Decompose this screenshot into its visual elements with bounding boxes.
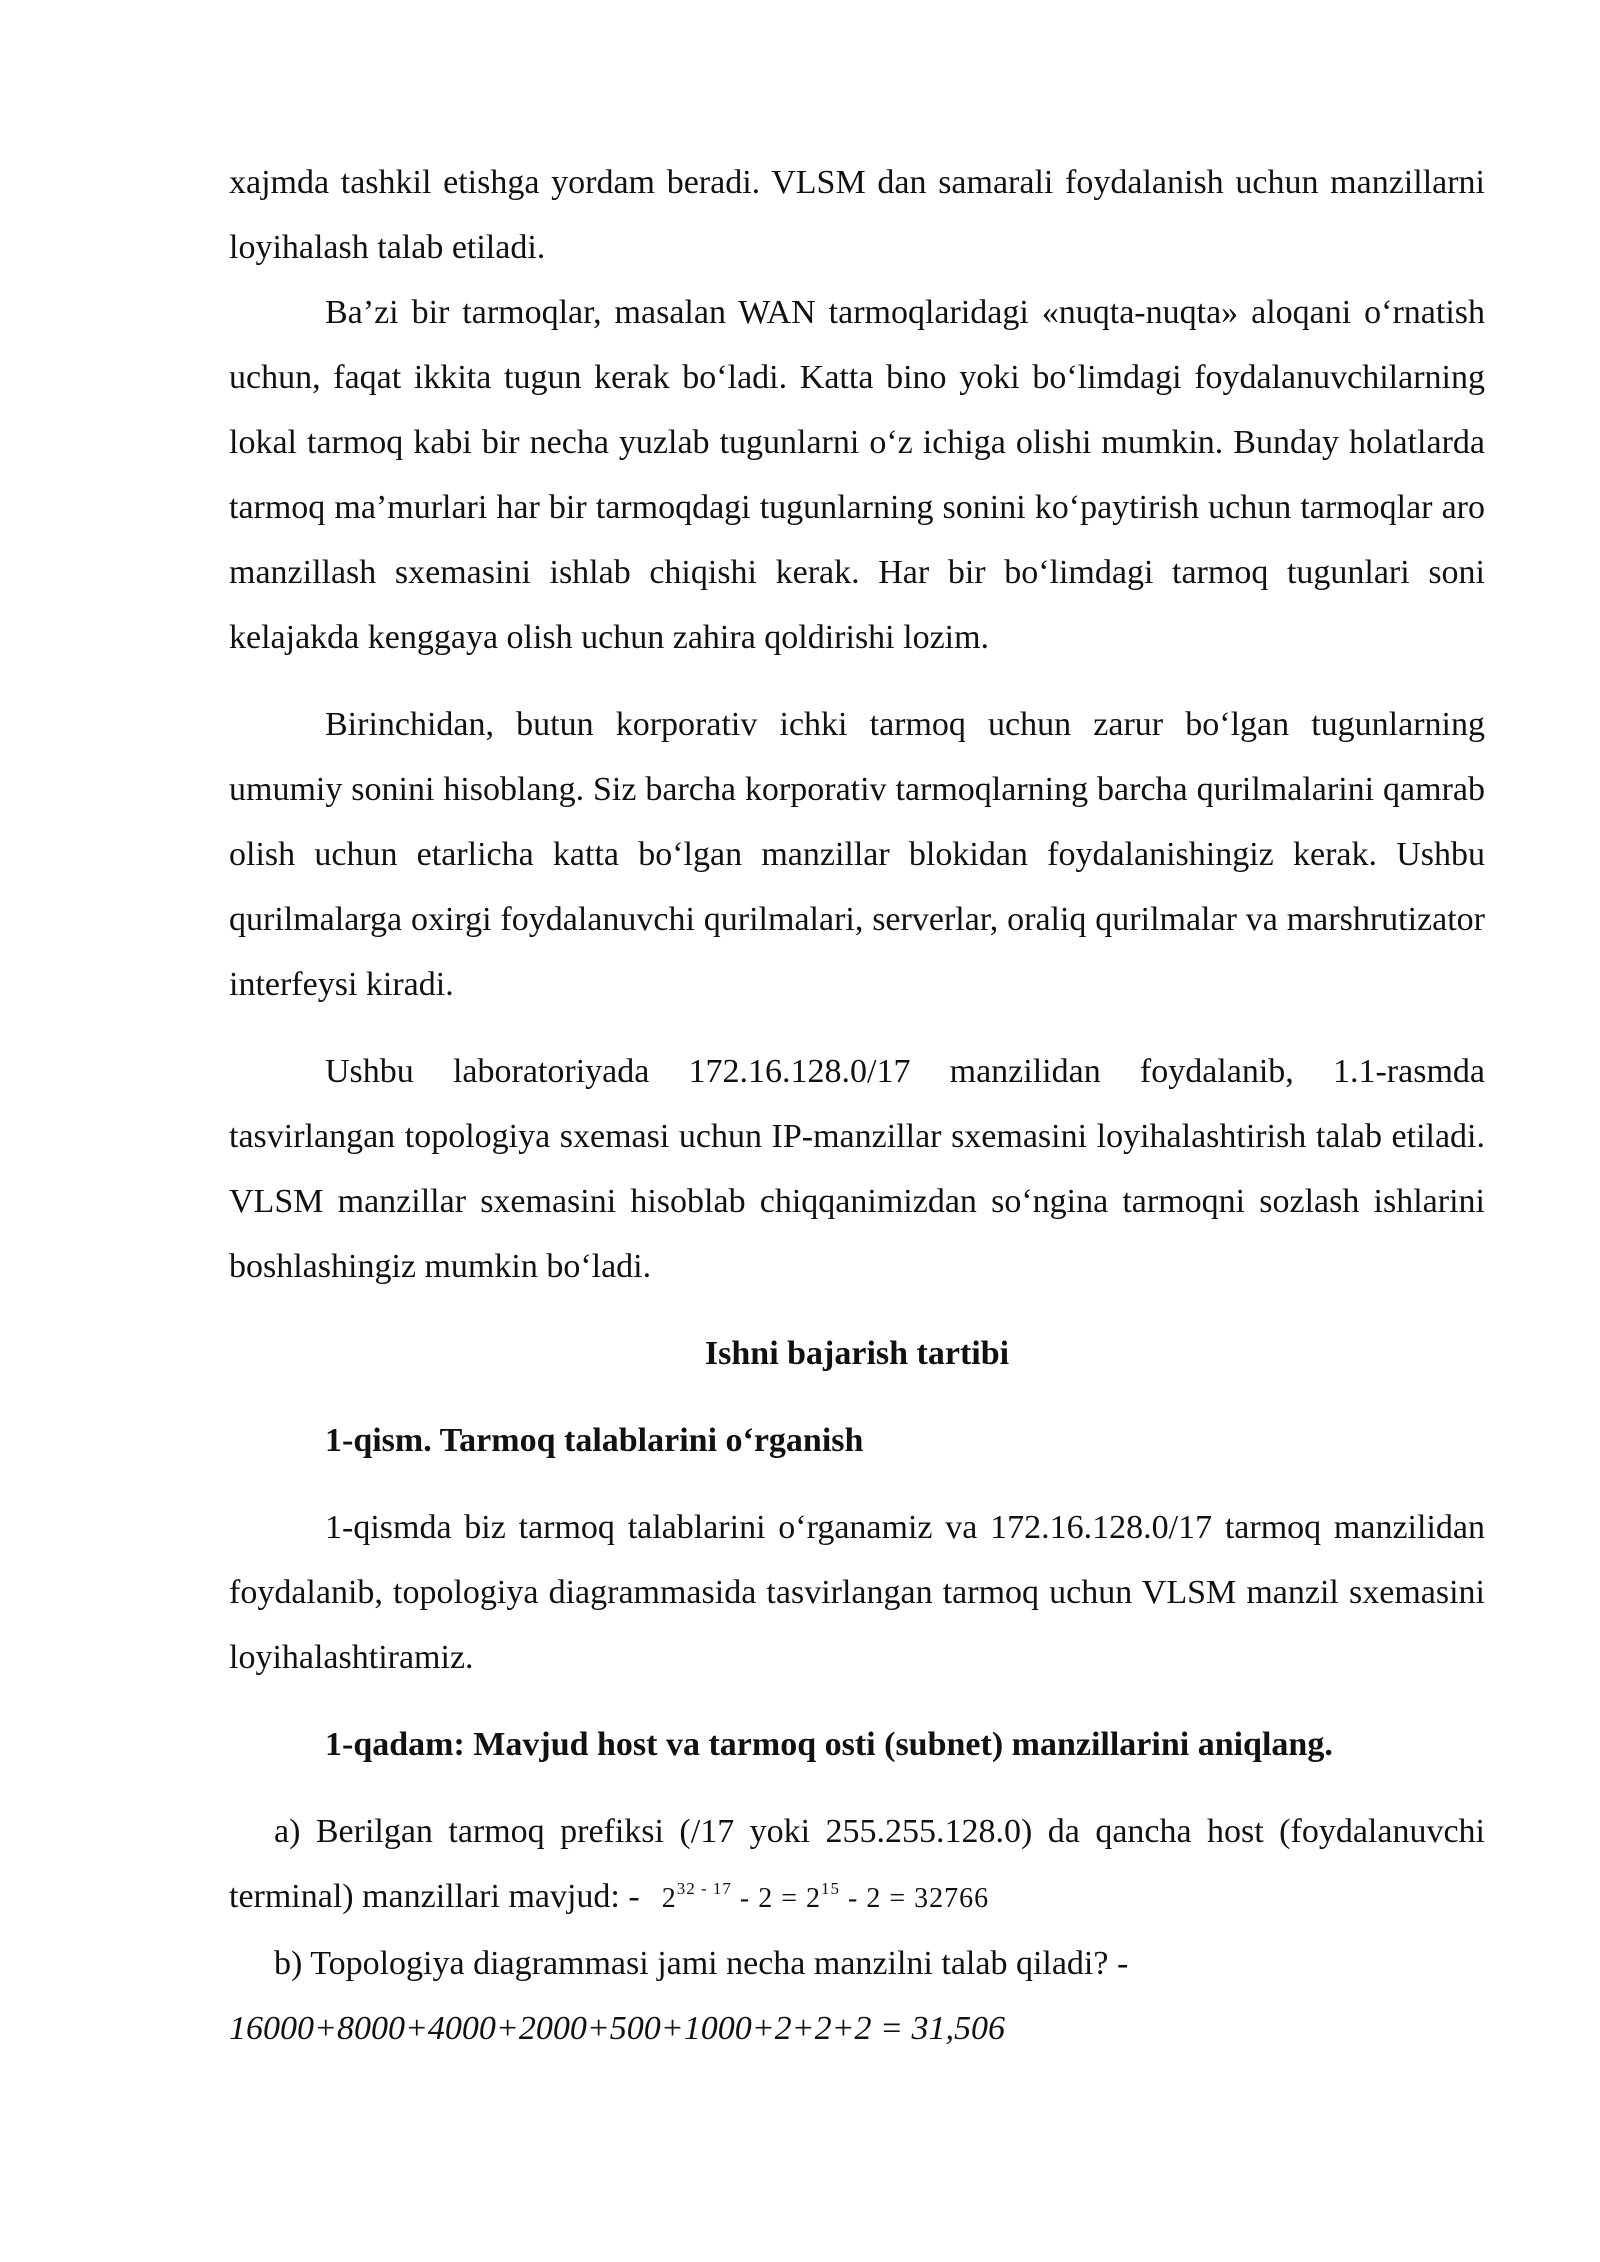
formula-base: 2	[661, 1883, 677, 1914]
question-b-answer: 16000+8000+4000+2000+500+1000+2+2+2 = 31,506	[229, 2010, 1005, 2047]
paragraph-continuation: xajmda tashkil etishga yordam beradi. VLSM dan samarali foydalanish uchun manzillarni loyihalash talab etiladi.	[229, 164, 1485, 266]
host-count-formula	[661, 1879, 990, 1914]
question-a-text: a) Berilgan tarmoq prefiksi (/17 yoki 255.255.128.0) da qancha host (foydalanuvchi terminal) manzillari mavjud: -	[229, 1813, 1485, 1915]
question-a	[229, 1799, 1485, 1931]
question-b: b) Topologiya diagrammasi jami necha manzilni talab qiladi? -	[274, 1945, 1129, 1982]
paragraph-lab-task: Ushbu laboratoriyada 172.16.128.0/17 manzilidan foydalanib, 1.1-rasmda tasvirlangan topologiya sxemasi uchun IP-manzillar sxemasini loyihalashtirish talab etiladi. VLSM manzillar sxemasini hisoblab chiqqanimizdan so‘ngina tarmoqni sozlash ishlarini boshlashingiz mumkin bo‘ladi.	[229, 1053, 1485, 1285]
step-heading: 1-qadam: Mavjud host va tarmoq osti (subnet) manzillarini aniqlang.	[325, 1726, 1333, 1763]
part-description: 1-qismda biz tarmoq talablarini o‘rganamiz va 172.16.128.0/17 tarmoq manzilidan foydalanib, topologiya diagrammasida tasvirlangan tarmoq uchun VLSM manzil sxemasini loyihalashtiramiz.	[229, 1509, 1485, 1676]
formula-result: - 2 = 32766	[840, 1883, 990, 1914]
document-body	[229, 150, 1485, 2061]
formula-exponent-1: 32 - 17	[676, 1879, 732, 1898]
paragraph-wan-nodes: Ba’zi bir tarmoqlar, masalan WAN tarmoqlaridagi «nuqta-nuqta» aloqani o‘rnatish uchun, faqat ikkita tugun kerak bo‘ladi. Katta bino yoki bo‘limdagi foydalanuvchilarning lokal tarmoq kabi bir necha yuzlab tugunlarni o‘z ichiga olishi mumkin. Bunday holatlarda tarmoq ma’murlari har bir tarmoqdagi tugunlarning sonini ko‘paytirish uchun tarmoqlar aro manzillash sxemasini ishlab chiqishi kerak. Har bir bo‘limdagi tarmoq tugunlari soni kelajakda kenggaya olish uchun zahira qoldirishi lozim.	[229, 294, 1485, 656]
part-heading: 1-qism. Tarmoq talablarini o‘rganish	[325, 1422, 864, 1459]
paragraph-total-nodes: Birinchidan, butun korporativ ichki tarmoq uchun zarur bo‘lgan tugunlarning umumiy sonini hisoblang. Siz barcha korporativ tarmoqlarning barcha qurilmalarini qamrab olish uchun etarlicha katta bo‘lgan manzillar blokidan foydalanishingiz kerak. Ushbu qurilmalarga oxirgi foydalanuvchi qurilmalari, serverlar, oraliq qurilmalar va marshrutizator interfeysi kiradi.	[229, 706, 1485, 1003]
formula-middle: - 2 = 2	[731, 1883, 821, 1914]
formula-exponent-2: 15	[821, 1879, 840, 1898]
section-title: Ishni bajarish tartibi	[704, 1335, 1010, 1372]
